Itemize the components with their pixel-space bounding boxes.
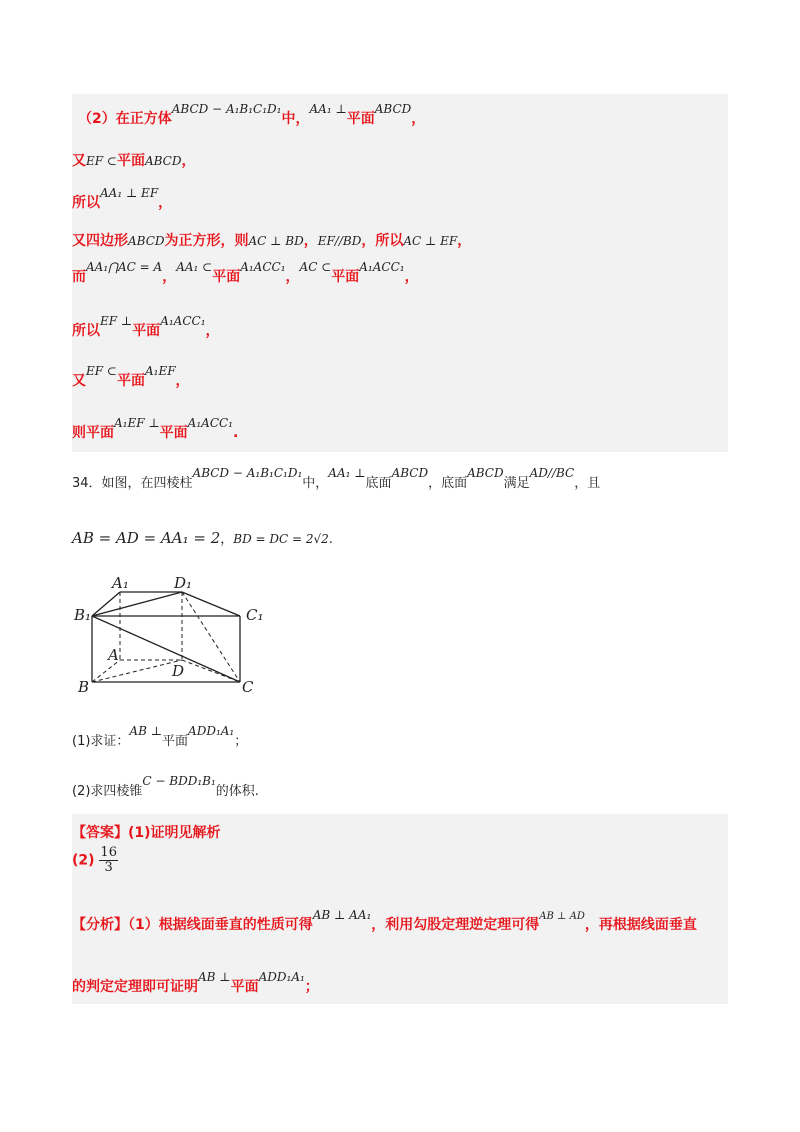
solution-line-5: 而AA₁⋂AC = A，AA₁ ⊂平面A₁ACC₁，AC ⊂平面A₁ACC₁， (72, 260, 419, 285)
solution-line-1: （2）在正方体ABCD − A₁B₁C₁D₁中，AA₁ ⊥平面ABCD， (78, 102, 426, 127)
solution-box-part2 (72, 94, 728, 452)
solution-line-3: 所以AA₁ ⊥ EF， (72, 186, 173, 211)
label-B: B (78, 678, 90, 696)
label-D1: D₁ (174, 574, 193, 592)
edge-D1C1 (182, 592, 240, 616)
answer-line-1: 【答案】(1)证明见解析 (72, 825, 221, 841)
prism-figure (72, 572, 272, 696)
answer-line-2: (2) $\frac{16}{3}$ (72, 845, 117, 875)
answer-box (72, 814, 728, 1004)
edge-DC (182, 660, 240, 682)
question-34-line-1: 34．如图，在四棱柱ABCD − A₁B₁C₁D₁中，AA₁ ⊥底面ABCD，底面ABCD满足AD//BC，且 (72, 466, 601, 491)
label-C: C (242, 678, 254, 696)
answer-fraction: $\frac{16}{3}$ (100, 845, 117, 875)
question-34-line-2: AB = AD = AA₁ = 2，BD = DC = 2√2. (72, 529, 333, 547)
solution-line-8: 则平面A₁EF ⊥平面A₁ACC₁. (72, 416, 239, 441)
solution-line-7: 又EF ⊂平面A₁EF， (72, 364, 190, 389)
label-B1: B₁ (74, 606, 92, 624)
label-D: D (172, 662, 185, 680)
analysis-line-1: 【分析】（1）根据线面垂直的性质可得AB ⊥ AA₁，利用勾股定理逆定理可得$^{AB \perp AD}$，再根据线面垂直 (72, 908, 697, 933)
solution-line-2: 又EF ⊂平面ABCD， (72, 153, 196, 169)
sub-question-2: (2)求四棱锥C − BDD₁B₁的体积. (72, 774, 259, 799)
analysis-line-2: 的判定定理即可证明AB ⊥平面ADD₁A₁； (72, 970, 319, 995)
solution-line-4: 又四边形ABCD为正方形，则AC ⊥ BD，EF//BD，所以AC ⊥ EF， (72, 233, 472, 249)
label-A1: A₁ (112, 574, 129, 592)
label-C1: C₁ (246, 606, 264, 624)
solution-line-6: 所以EF ⊥平面A₁ACC₁， (72, 314, 220, 339)
sub-question-1: (1)求证：AB ⊥平面ADD₁A₁； (72, 724, 248, 749)
label-A: A (108, 646, 119, 664)
